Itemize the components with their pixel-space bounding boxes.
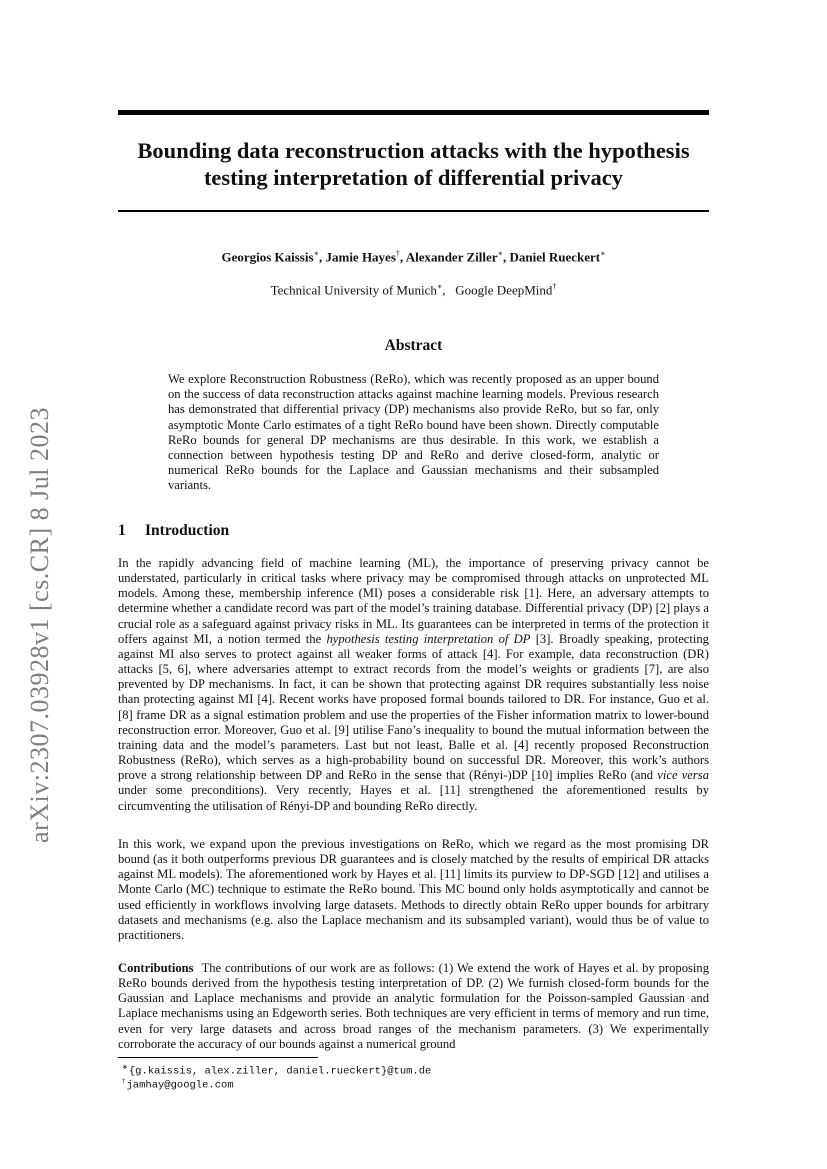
title-top-rule bbox=[118, 110, 709, 115]
intro-paragraph-2: In this work, we expand upon the previous investigations on ReRo, which we regard as the most promising DR bound (as it both outperforms previous DR guarantees and is closely matched by the results of empirical DR attacks against ML models). The aforementioned work by Hayes et al. [11] limits its purview to DP-SGD [12] and utilises a Monte Carlo (MC) technique to estimate the ReRo bound. This MC bound only holds asymptotically and cannot be used efficiently in workflows involving large datasets. Methods to directly obtain ReRo upper bounds for arbitrary datasets and mechanisms (e.g. also the Laplace mechanism and its subsampled variant), would thus be of value to practitioners. bbox=[118, 837, 709, 942]
paper-title bbox=[118, 137, 709, 191]
author-mark: ∗ bbox=[497, 249, 503, 258]
section-heading-introduction bbox=[118, 522, 229, 540]
author-name: Jamie Hayes bbox=[325, 249, 396, 265]
footnote-rule bbox=[118, 1057, 318, 1058]
affiliation-google-deepmind: Google DeepMind bbox=[455, 282, 553, 298]
author-name: Daniel Rueckert bbox=[509, 249, 601, 265]
footnote-google-email: †jamhay@google.com bbox=[122, 1077, 234, 1092]
author-mark: † bbox=[395, 249, 400, 258]
contributions-label: Contributions bbox=[118, 961, 194, 975]
affiliation-tum: Technical University of Munich bbox=[270, 282, 437, 298]
intro-paragraph-1: In the rapidly advancing field of machine learning (ML), the importance of preserving privacy cannot be understated, particularly in critical tasks where privacy may be compromised through attacks on unprotected ML models. Among these, membership inference (MI) poses a considerable risk [1]. Here, an adversary attempts to determine whether a candidate record was part of the model’s training database. Differential privacy (DP) [2] plays a crucial role as a safeguard against privacy risks in ML. Its guarantees can be interpreted in terms of the protection it offers against MI, a notion termed the hypothesis testing interpretation of DP [3]. Broadly speaking, protecting against MI also serves to protect against all weaker forms of attack [4]. For example, data reconstruction (DR) attacks [5, 6], where adversaries attempt to extract records from the model’s weights or gradients [7], are also prevented by DP mechanisms. In fact, it can be shown that protecting against DR requires substantially less noise than protecting against MI [4]. Recent works have proposed formal bounds tailored to DR. For instance, Guo et al. [8] frame DR as a signal estimation problem and use the properties of the Fisher information matrix to lower-bound reconstruction error. Moreover, Guo et al. [9] utilise Fano’s inequality to bound the mutual information between the training data and the model’s parameters. Last but not least, Balle et al. [4] recently proposed Reconstruction Robustness (ReRo), which serves as a high-probability bound on successful DR. Moreover, this work’s authors prove a strong relationship between DP and ReRo in the sense that (Rényi-)DP [10] implies ReRo (and vice versa under some preconditions). Very recently, Hayes et al. [11] strengthened the aforementioned results by circumventing the utilisation of Rényi-DP and bounding ReRo directly. bbox=[118, 556, 709, 813]
footnote-tum-emails: ∗{g.kaissis, alex.ziller, daniel.rueckert}@tum.de bbox=[122, 1063, 432, 1078]
author-name: Alexander Ziller bbox=[405, 249, 498, 265]
arxiv-identifier-stamp: arXiv:2307.03928v1 [cs.CR] 8 Jul 2023 bbox=[25, 407, 54, 843]
emphasis-text: hypothesis testing interpretation of DP bbox=[326, 631, 531, 646]
title-line-2: testing interpretation of differential privacy bbox=[203, 165, 624, 190]
author-list: Georgios Kaissis∗, Jamie Hayes†, Alexander Ziller∗, Daniel Rueckert∗ bbox=[221, 249, 606, 265]
affiliations: Technical University of Munich∗, Google DeepMind† bbox=[270, 282, 557, 298]
title-bottom-rule bbox=[118, 210, 709, 212]
author-mark: ∗ bbox=[313, 249, 319, 258]
section-number: 1 bbox=[118, 522, 126, 539]
section-title: Introduction bbox=[145, 522, 230, 539]
contributions-paragraph: Contributions The contributions of our work are as follows: (1) We extend the work of Hayes et al. by proposing ReRo bounds derived from the hypothesis testing interpretation of DP. (2) We furnish closed-form bounds for the Gaussian and Laplace mechanisms and provide an analytic formulation for the Poisson-sampled Gaussian and Laplace mechanisms using an Edgeworth series. Both techniques are very efficient in terms of memory and run time, even for very large datasets and across broad ranges of the mechanism parameters. (3) We experimentally corroborate the accuracy of our bounds against a numerical ground bbox=[118, 961, 709, 1051]
title-line-1: Bounding data reconstruction attacks with the hypothesis bbox=[137, 138, 690, 163]
author-name: Georgios Kaissis bbox=[221, 249, 314, 265]
emphasis-text: vice versa bbox=[657, 768, 709, 783]
abstract-text: We explore Reconstruction Robustness (ReRo), which was recently proposed as an upper bound on the success of data reconstruction attacks against machine learning models. Previous research has demonstrated that differential privacy (DP) mechanisms also provide ReRo, but so far, only asymptotic Monte Carlo estimates of a tight ReRo bound have been shown. Directly computable ReRo bounds for general DP mechanisms are thus desirable. In this work, we establish a connection between hypothesis testing DP and ReRo and derive closed-form, analytic or numerical ReRo bounds for the Laplace and Gaussian mechanisms and their subsampled variants. bbox=[168, 372, 659, 493]
author-mark: ∗ bbox=[600, 249, 606, 258]
abstract-heading: Abstract bbox=[384, 337, 443, 354]
